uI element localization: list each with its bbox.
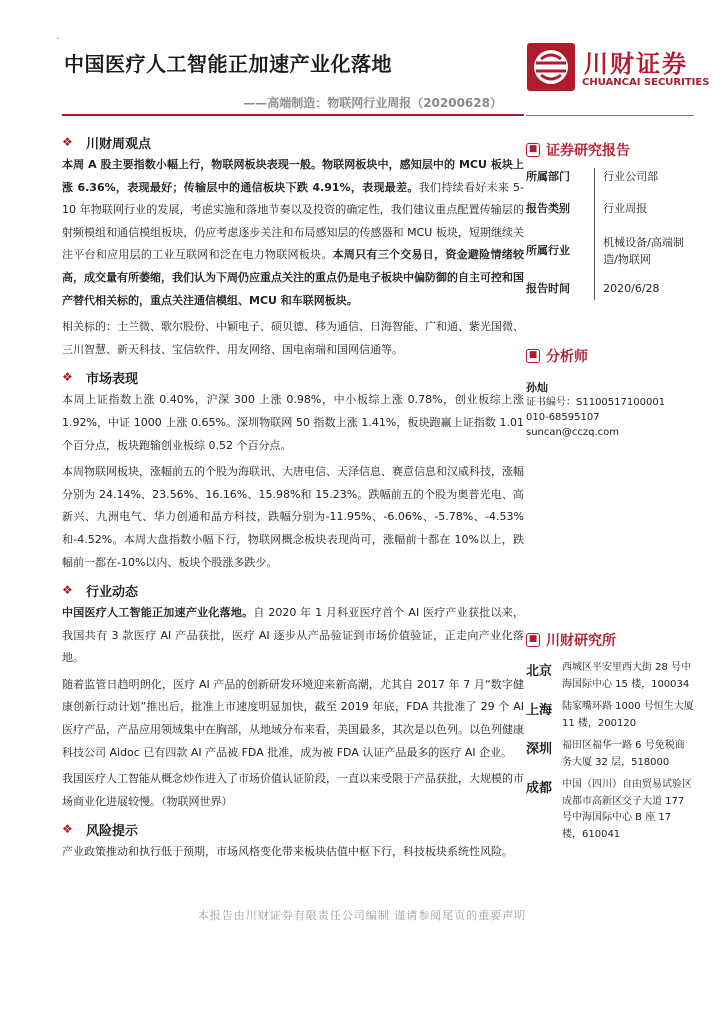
diamond-bullet-icon: ❖ [62,583,73,598]
office-shanghai: 上海 陆家嘴环路 1000 号恒生大厦 11 楼，200120 [526,701,694,729]
industry-paragraph: 中国医疗人工智能正加速产业化落地。自 2020 年 1 月科亚医疗首个 AI 医疗产业获批以来，我国共有 3 款医疗 AI 产品获批，医疗 AI 逐步从产品验证到市场价值验证，正走向产业化落地。 [62,606,524,665]
info-row: 所属部门 行业公司部 [526,168,694,200]
report-icon: ■ [526,143,540,157]
analyst-phone: 010-68595107 [526,412,600,423]
page-footer: 本报告由川财证券有限责任公司编制 谨请参阅尾页的重要声明 [197,909,527,922]
sidebar [526,140,694,849]
analyst-icon: ■ [526,349,540,363]
section-industry [62,578,524,813]
section-heading: ❖ 市场表现 [62,370,139,387]
analyst-cert: 证书编号：S1100517100001 [526,397,666,408]
market-paragraph: 本周物联网板块，涨幅前五的个股为海联讯、大唐电信、天泽信息、赛意信息和汉威科技，涨幅分别为 24.14%、23.56%、16.16%、15.98%和 15.23%。跌幅前五的个股为奥普光电、高新兴、九洲电气、华力创通和晶方科技，跌幅分别为-11.95%、-6.06%、-5.78%、-4.53%和-4.52%。本周大盘指数小幅下行，物联网概念板块表现尚可，涨幅前十都在 10%以上，跌幅前一都在-10%以内、板块个股涨多跌少。 [62,465,524,569]
section-views [62,130,524,361]
office-shenzhen: 深圳 福田区福华一路 6 号免税商务大厦 32 层，518000 [526,740,685,768]
related-stocks-paragraph: 相关标的：士兰微、歌尔股份、中颖电子、硕贝德、移为通信、日海智能、广和通、紫光国微、三川智慧、新天科技、宝信软件、用友网络、国电南瑞和国网信通等。 [62,320,524,356]
chuancai-emblem-icon [526,42,576,92]
analyst-email[interactable]: suncan@cczq.com [526,427,619,438]
institute-heading: ■ 川财研究所 [526,630,694,650]
analyst-name: 孙灿 [526,381,548,394]
section-risk [62,817,524,864]
risk-paragraph: 产业政策推动和执行低于预期，市场风格变化带来板块估值中枢下行，科技板块系统性风险。 [62,845,513,859]
info-row: 报告时间 2020/6/28 [526,280,694,300]
office-beijing: 北京 西城区平安里西大街 28 号中海国际中心 15 楼，100034 [526,662,692,690]
market-paragraph: 本周上证指数上涨 0.40%，沪深 300 上涨 0.98%，中小板综上涨 0.78%，创业板综上涨 1.92%，中证 1000 上涨 0.65%。深圳物联网 50 指数上涨 1.41%，板块跑赢上证指数 1.01 个百分点，板块跑输创业板综 0.52 个百分点。 [62,393,524,452]
section-market [62,365,524,574]
diamond-bullet-icon: ❖ [62,822,73,837]
section-heading: ❖ 川财周观点 [62,135,152,152]
diamond-bullet-icon: ❖ [62,135,73,149]
main-column [62,126,524,868]
industry-paragraph: 随着监管日趋明朗化，医疗 AI 产品的创新研发环境迎来新高潮，尤其自 2017 年 7 月“数字健康创新行动计划”推出后，批准上市速度明显加快，截至 2019 年底，FDA 共批准了 29 个 AI 医疗产品，产品应用领域集中在胸部，从地域分布来看，美国最多，其次是以色列。以色列健康科技公司 Aidoc 已有四款 AI 产品被 FDA 批准，成为被 FDA 认证产品最多的医疗 AI 企业。 [62,677,524,759]
institute-icon: ■ [526,633,540,647]
section-heading: ❖ 行业动态 [62,583,139,600]
analyst-contact [526,380,694,440]
corner-mark: - [56,33,60,44]
info-row: 所属行业 机械设备/高端制造/物联网 [526,234,694,280]
analyst-heading: ■ 分析师 [526,346,694,366]
report-heading: ■ 证券研究报告 [526,140,694,160]
title-divider [62,114,524,116]
logo-text-cn: 川财证券 [584,50,688,78]
logo-text-en: CHUANCAI SECURITIES [582,77,710,88]
industry-paragraph: 我国医疗人工智能从概念炒作进入了市场价值认证阶段，一直以来受限于产品获批，大规模的市场商业化进展较慢。（物联网世界） [62,772,524,808]
company-logo [526,38,710,96]
page-subtitle: ——高端制造：物联网行业周报（20200628） [243,96,502,110]
info-row: 报告类别 行业周报 [526,200,694,234]
section-heading: ❖ 风险提示 [62,822,139,839]
diamond-bullet-icon: ❖ [62,370,73,385]
office-chengdu: 成都 中国（四川）自由贸易试验区成都市高新区交子大道 177 号中海国际中心 B 座 17 楼，610041 [526,779,692,840]
views-paragraph: 本周 A 股主要指数小幅上行，物联网板块表现一般。物联网板块中，感知层中的 MCU 板块上涨 6.36%，表现最好；传输层中的通信板块下跌 4.91%，表现最差。我们持续看好未来 5-10 年物联网行业的发展，考虑实施和落地节奏以及投资的确定性，我们建议重点配置传输层的射频模组和通信模组板块，仍应考虑逐步关注和布局感知层的传感器和 MCU 板块，短期继续关注平台和应用层的工业互联网和泛在电力物联网板块。本周只有三个交易日，资金避险情绪较高，成交量有所萎缩，我们认为下周仍应重点关注的重点仍是电子板块中偏防御的自主可控和国产替代相关标的，重点关注通信模组、MCU 和车联网板块。 [62,158,525,307]
logo-divider [526,115,694,116]
page-title: 中国医疗人工智能正加速产业化落地 [64,52,392,76]
